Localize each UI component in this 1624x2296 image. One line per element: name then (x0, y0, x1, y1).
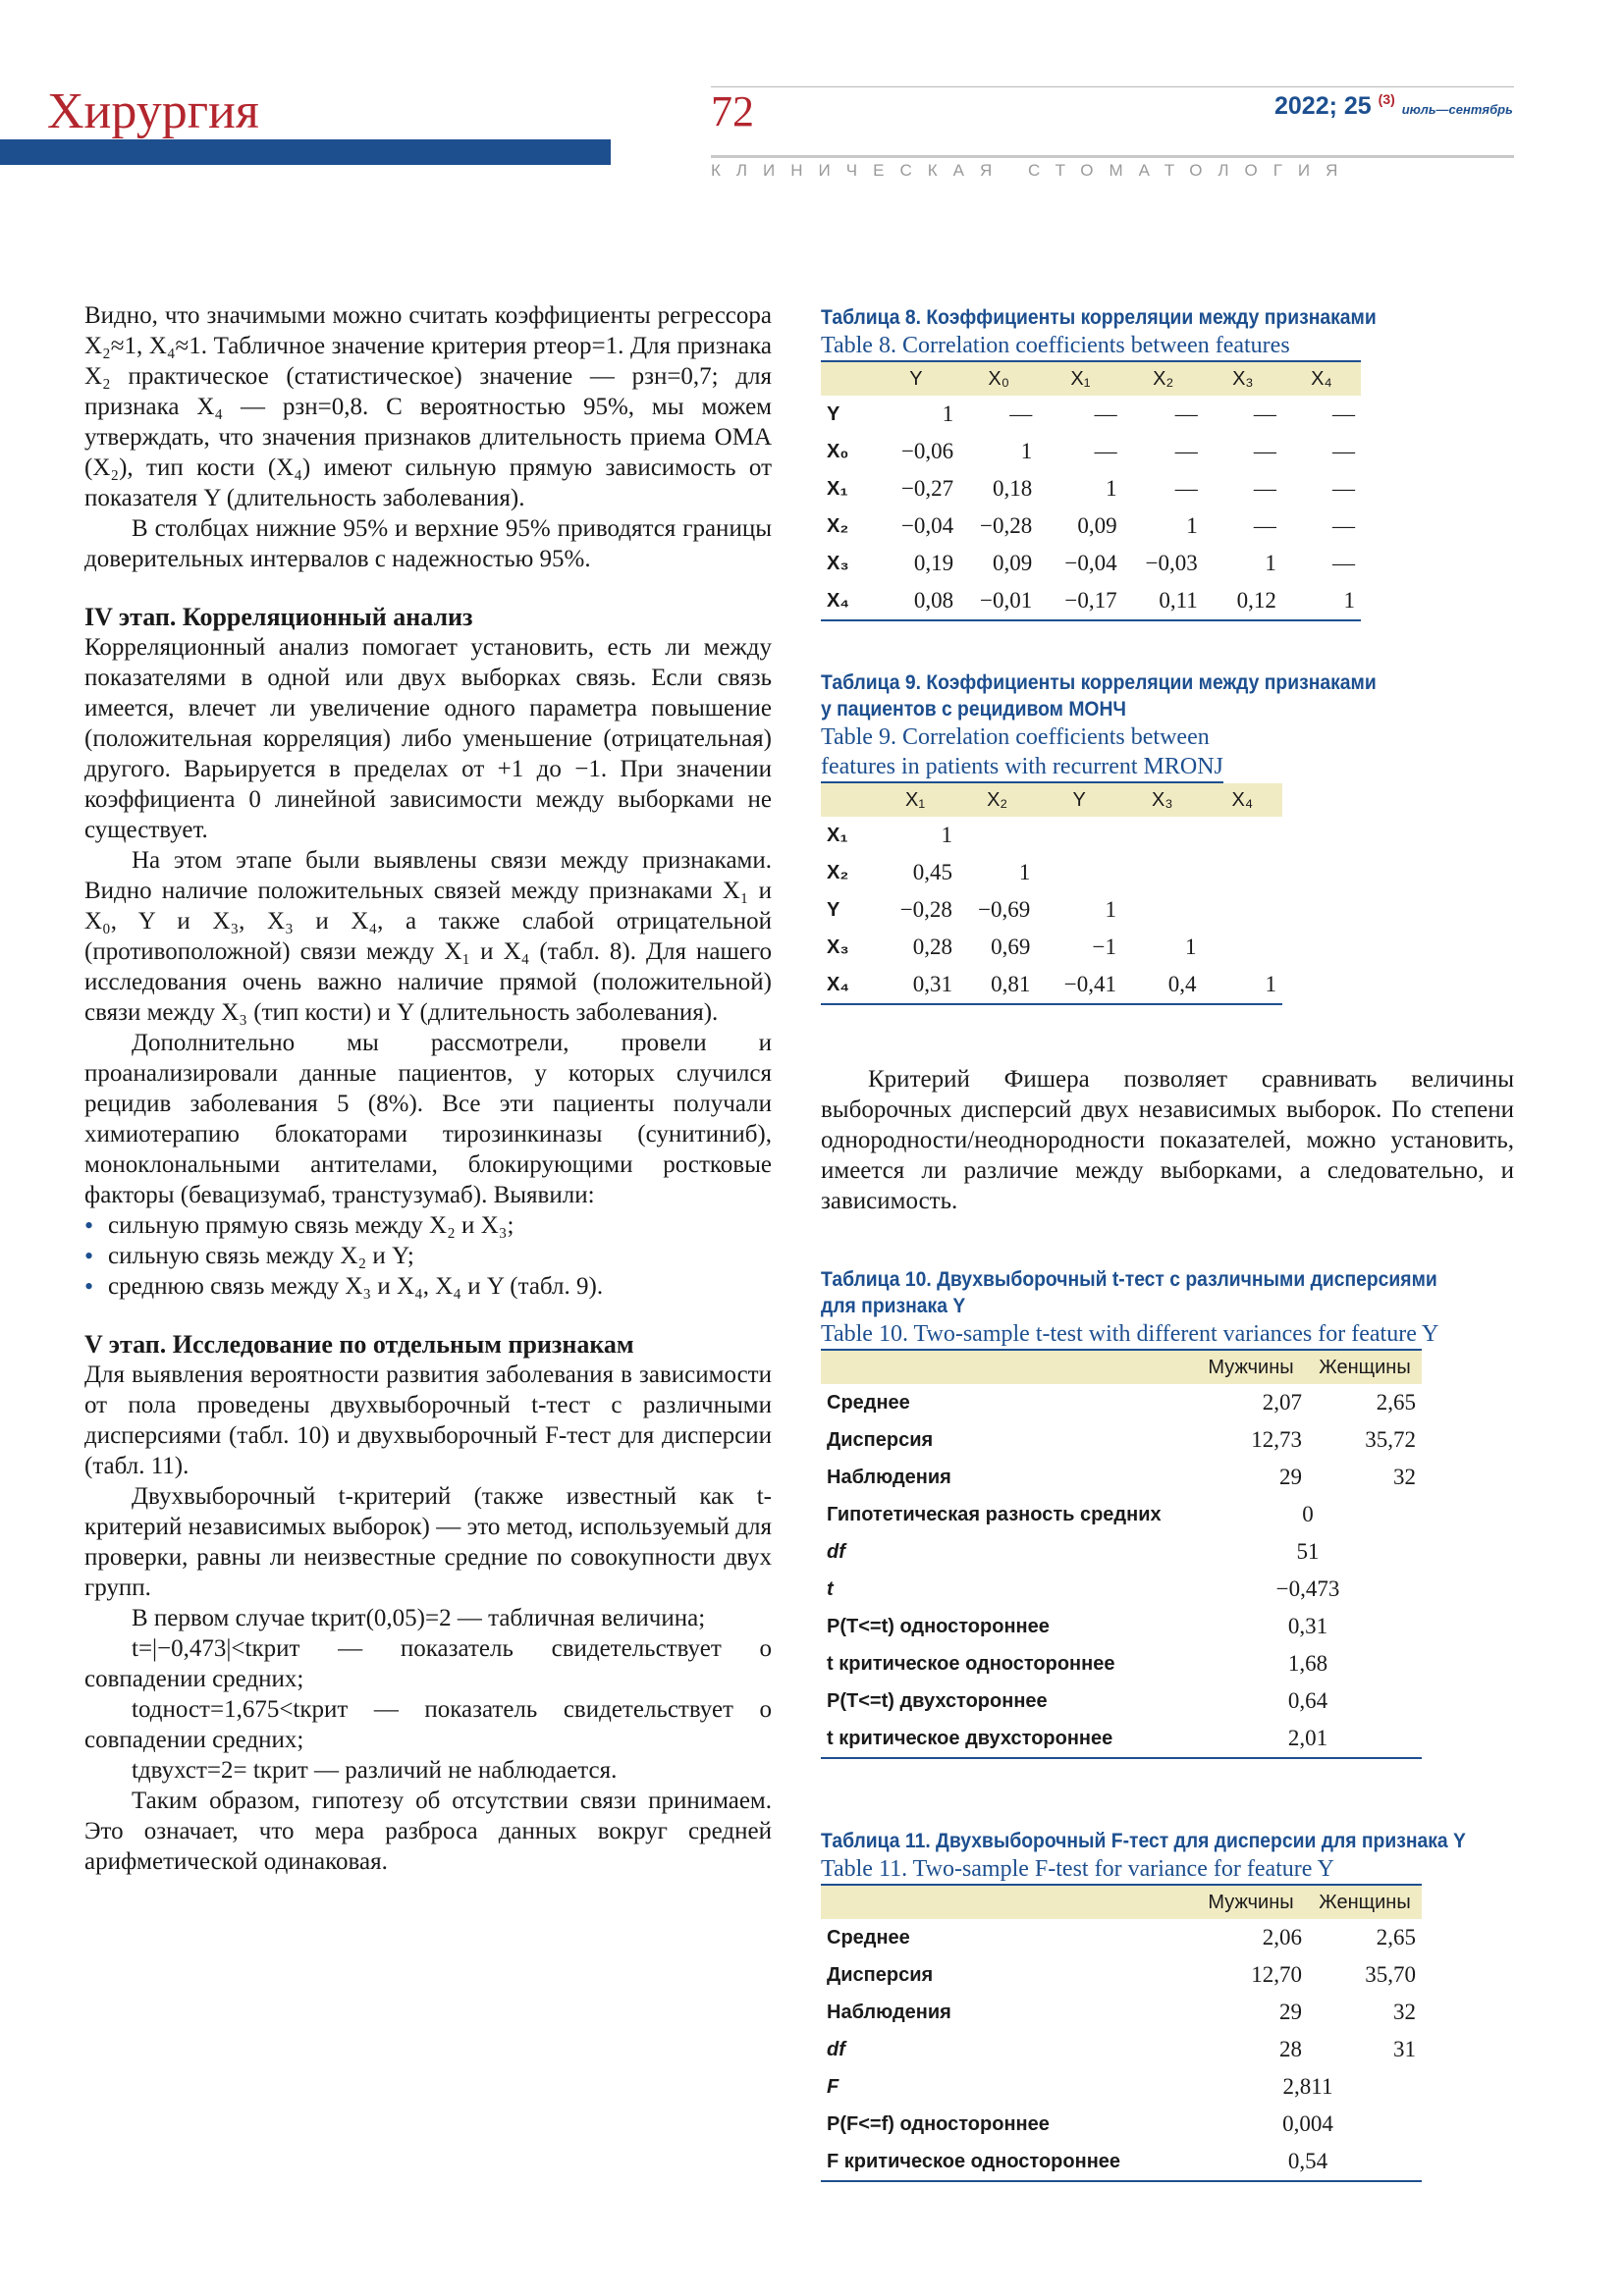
column-header (821, 1885, 1194, 1919)
column-header (821, 361, 873, 396)
table-row (821, 2143, 1422, 2181)
table-11-caption-ru: Таблица 11. Двухвыборочный F-тест для дисперсии для признака Y (821, 1830, 1466, 1852)
column-header: X₁ (872, 783, 958, 817)
section-heading-stage-4: IV этап. Корреляционный анализ (84, 603, 473, 631)
table-row (821, 891, 1282, 929)
table-cell: 35,72 (1365, 1427, 1416, 1452)
column-header: Мужчины (1194, 1350, 1308, 1384)
table-cell: — (1094, 401, 1117, 426)
section-heading-stage-5: V этап. Исследование по отдельным признакам (84, 1330, 634, 1359)
table-cell: — (1009, 401, 1033, 426)
column-header: X₀ (959, 361, 1038, 396)
paragraph: В столбцах нижние 95% и верхние 95% приводятся границы доверительных интервалов с надежностью 95%. (84, 515, 772, 572)
table-cell: −0,04 (1064, 551, 1117, 575)
table-cell: 2,65 (1376, 1925, 1416, 1949)
column-header: X₁ (1038, 361, 1122, 396)
table-cell: 1 (1265, 972, 1276, 996)
column-header: Мужчины (1194, 1885, 1308, 1919)
table-row (821, 545, 1361, 582)
table-cell: 0,08 (913, 588, 954, 613)
table-row (821, 1571, 1422, 1608)
column-header: Y (1036, 783, 1122, 817)
column-header: X₄ (1202, 783, 1282, 817)
table-10-caption-ru: Таблица 10. Двухвыборочный t-тест с различными дисперсиями (821, 1268, 1437, 1291)
table-cell: — (1094, 439, 1117, 463)
row-label: Y (827, 898, 840, 921)
row-label: Дисперсия (827, 1963, 934, 1986)
table-row (821, 396, 1361, 433)
table-cell: 0,31 (1287, 1614, 1328, 1638)
table-header-row (821, 1350, 1422, 1384)
column-header: X₃ (1204, 361, 1282, 396)
table-row (821, 582, 1361, 620)
paragraph: Видно, что значимыми можно считать коэффициенты регрессора X₂≈1, X₄≈1. Табличное значение критерия pтеор=1. Для признака X₂ практическое (статистическое) значение — pзн=0,7; для признака X₄ — pзн=0,8. С вероятностью 95%, мы можем утверждать, что значения признаков длительность приема ОМА (X₂), тип кости (X₄) имеют сильную прямую зависимость от показателя Y (длительность заболевания). (84, 302, 772, 511)
table-10 (821, 1349, 1422, 1759)
row-label: t критическое одностороннее (827, 1652, 1115, 1675)
table-cell: — (1174, 439, 1198, 463)
table-cell: — (1332, 513, 1355, 538)
table-cell: 0,28 (912, 934, 952, 959)
formula-line: tдвухст=2= tкрит — различий не наблюдается. (132, 1757, 618, 1784)
table-row (821, 507, 1361, 545)
column-header: X₂ (1123, 361, 1204, 396)
row-label: F (827, 2075, 839, 2098)
table-9-caption-en-2: features in patients with recurrent MRONJ (821, 752, 1223, 783)
table-9-caption-ru-2: у пациентов с рецидивом МОНЧ (821, 698, 1126, 721)
table-cell: −0,69 (978, 897, 1031, 922)
row-label: df (827, 2038, 845, 2060)
table-row (821, 929, 1282, 966)
row-label: X₃ (827, 935, 849, 958)
table-header-row (821, 783, 1282, 817)
table-cell: 0,64 (1287, 1688, 1328, 1713)
table-cell (958, 817, 1036, 854)
table-cell: 1 (1184, 934, 1197, 959)
row-label: X₄ (827, 589, 849, 612)
row-label: t (827, 1577, 834, 1600)
row-label: Наблюдения (827, 2001, 951, 2023)
table-row (821, 817, 1282, 854)
row-label: t критическое двухстороннее (827, 1727, 1113, 1749)
table-cell: −0,04 (900, 513, 954, 538)
table-cell: — (1332, 476, 1355, 501)
table-cell: 12,70 (1251, 1962, 1302, 1987)
left-column (84, 300, 772, 1877)
right-text (821, 1064, 1514, 1216)
row-label: df (827, 1540, 845, 1563)
column-header: Y (873, 361, 960, 396)
table-cell: −0,27 (900, 476, 954, 501)
table-row (821, 1384, 1422, 1421)
table-cell: 1 (942, 401, 954, 426)
row-label: Среднее (827, 1926, 910, 1949)
table-cell: 28 (1279, 2037, 1302, 2061)
column-header: Женщины (1308, 1350, 1422, 1384)
paragraph: Дополнительно мы рассмотрели, провели и проанализировали данные пациентов, у которых случился рецидив заболевания 5 (8%). Все эти пациенты получали химиотерапию блокаторами тирозинкиназы (сунитиниб), моноклональными антителами, блокирующими ростковые факторы (бевацизумаб, транстузумаб). Выявили: (84, 1030, 772, 1208)
table-9-caption-ru: Таблица 9. Коэффициенты корреляции между признаками (821, 671, 1377, 694)
table-cell: −0,28 (899, 897, 952, 922)
findings-list (84, 1210, 772, 1302)
row-label: Среднее (827, 1391, 910, 1414)
table-cell: — (1253, 439, 1276, 463)
table-row (821, 1645, 1422, 1682)
table-cell: 0,69 (991, 934, 1031, 959)
table-cell: 12,73 (1251, 1427, 1302, 1452)
row-label: X₂ (827, 861, 849, 883)
column-header: X₄ (1282, 361, 1361, 396)
table-8-block (821, 304, 1425, 621)
table-11-block (821, 1828, 1522, 2182)
table-row (821, 1421, 1422, 1459)
journal-name: КЛИНИЧЕСКАЯ СТОМАТОЛОГИЯ (711, 161, 1354, 180)
table-header-row (821, 1885, 1422, 1919)
table-cell: 2,07 (1262, 1390, 1302, 1415)
paragraph: Двухвыборочный t-критерий (также известный как t-критерий независимых выборок) — это метод, используемый для проверки, равны ли неизвестные средние по совокупности двух групп. (84, 1483, 772, 1601)
table-cell: 31 (1393, 2037, 1416, 2061)
table-cell: 1 (1343, 588, 1355, 613)
table-8 (821, 360, 1361, 621)
table-cell: 0,12 (1236, 588, 1276, 613)
paragraph: Критерий Фишера позволяет сравнивать величины выборочных дисперсий двух независимых выборок. По степени однородности/неоднородности показателей, можно установить, имеется ли различие между выборками, а следовательно, и зависимость. (821, 1066, 1514, 1214)
table-row (821, 2031, 1422, 2068)
table-cell: — (1332, 439, 1355, 463)
row-label: Гипотетическая разность средних (827, 1503, 1162, 1525)
table-row (821, 1919, 1422, 1956)
column-header: X₂ (958, 783, 1036, 817)
table-row (821, 2106, 1422, 2143)
table-cell (1202, 929, 1282, 966)
table-cell: 0,004 (1282, 2111, 1333, 2136)
column-header (821, 1350, 1194, 1384)
table-8-caption-en: Table 8. Correlation coefficients between features (821, 333, 1290, 358)
table-cell: 0,54 (1287, 2149, 1328, 2173)
table-cell: 0,09 (992, 551, 1033, 575)
table-cell: 2,06 (1262, 1925, 1302, 1949)
table-cell: — (1253, 513, 1276, 538)
table-cell: −0,28 (980, 513, 1033, 538)
table-row (821, 1720, 1422, 1758)
list-item: • среднюю связь между X₃ и X₄, X₄ и Y (табл. 9). (84, 1271, 772, 1302)
section-color-bar (0, 139, 611, 165)
header-top-rule (711, 86, 1514, 87)
table-cell: 0,09 (1077, 513, 1117, 538)
table-cell (1036, 854, 1122, 891)
page-number: 72 (711, 87, 754, 135)
table-row (821, 1994, 1422, 2031)
table-row (821, 1608, 1422, 1645)
table-cell (1122, 854, 1202, 891)
table-cell: 0,11 (1159, 588, 1198, 613)
paragraph: Для выявления вероятности развития заболевания в зависимости от пола проведены двухвыборочный t-тест с различными дисперсиями (табл. 10) и двухвыборочный F-тест для дисперсии (табл. 11). (84, 1362, 772, 1479)
table-cell: 0,81 (991, 972, 1031, 996)
table-9-block (821, 669, 1425, 1005)
table-cell (1122, 817, 1202, 854)
table-row (821, 966, 1282, 1004)
table-cell: — (1253, 401, 1276, 426)
row-label: P(T<=t) одностороннее (827, 1615, 1050, 1637)
table-cell: 0,18 (992, 476, 1033, 501)
table-cell: −0,01 (980, 588, 1033, 613)
row-label: X₂ (827, 514, 849, 537)
table-cell: — (1253, 476, 1276, 501)
table-cell: −0,03 (1145, 551, 1198, 575)
table-row (821, 2068, 1422, 2106)
table-cell: — (1332, 551, 1355, 575)
table-cell (1202, 817, 1282, 854)
issue-info (1274, 92, 1513, 119)
table-cell: 2,01 (1287, 1726, 1328, 1750)
table-9-caption-en: Table 9. Correlation coefficients between (821, 724, 1210, 750)
table-cell: 35,70 (1365, 1962, 1416, 1987)
table-cell: 2,65 (1376, 1390, 1416, 1415)
table-cell: −0,41 (1063, 972, 1117, 996)
table-cell: 1 (1265, 551, 1276, 575)
list-item: • сильную связь между X₂ и Y; (84, 1241, 772, 1271)
table-cell: 2,811 (1282, 2074, 1333, 2099)
table-cell: −0,473 (1275, 1576, 1340, 1601)
row-label: X₄ (827, 973, 849, 995)
table-11-caption-en: Table 11. Two-sample F-test for variance for feature Y (821, 1856, 1334, 1882)
table-row (821, 1956, 1422, 1994)
table-row (821, 470, 1361, 507)
header-rule (711, 155, 1514, 158)
row-label: Наблюдения (827, 1466, 951, 1488)
row-label: P(T<=t) двухстороннее (827, 1689, 1048, 1712)
table-11 (821, 1884, 1422, 2182)
table-cell: −0,17 (1064, 588, 1117, 613)
table-10-block (821, 1266, 1490, 1759)
table-cell: 1 (1106, 476, 1117, 501)
table-row (821, 1533, 1422, 1571)
row-label: Y (827, 402, 840, 425)
table-cell: 29 (1279, 1465, 1302, 1489)
table-cell: 1,68 (1287, 1651, 1328, 1676)
table-cell: −0,06 (900, 439, 954, 463)
table-cell: 0,45 (912, 860, 952, 884)
table-cell (1202, 891, 1282, 929)
row-label: F критическое одностороннее (827, 2150, 1121, 2172)
table-cell: 32 (1393, 2000, 1416, 2024)
table-row (821, 433, 1361, 470)
column-header: Женщины (1308, 1885, 1422, 1919)
table-cell: 0,4 (1167, 972, 1197, 996)
table-10-caption-ru-2: для признака Y (821, 1295, 966, 1317)
table-row (821, 1496, 1422, 1533)
paragraph: На этом этапе были выявлены связи между признаками. Видно наличие положительных связей между признаками X₁ и X₀, Y и X₃, X₃ и X₄, а также слабой отрицательной (противоположной) связи между X₁ и X₄ (табл. 8). Для нашего исследования очень важно наличие прямой (положительной) связи между X₃ (тип кости) и Y (длительность заболевания). (84, 847, 772, 1026)
table-cell: 0,31 (912, 972, 952, 996)
formula-line: В первом случае tкрит(0,05)=2 — табличная величина; (132, 1605, 706, 1631)
table-row (821, 1459, 1422, 1496)
table-cell: 32 (1393, 1465, 1416, 1489)
table-header-row (821, 361, 1361, 396)
row-label: X₀ (827, 440, 849, 462)
table-cell: 1 (1018, 860, 1031, 884)
table-cell (1202, 854, 1282, 891)
table-cell: 1 (941, 823, 952, 847)
row-label: X₁ (827, 824, 848, 846)
row-label: P(F<=f) одностороннее (827, 2112, 1050, 2135)
table-cell: 1 (1020, 439, 1033, 463)
row-label: X₁ (827, 477, 848, 500)
table-row (821, 854, 1282, 891)
paragraph: Таким образом, гипотезу об отсутствии связи принимаем. Это означает, что мера разброса данных вокруг средней арифметической одинаковая. (84, 1788, 772, 1875)
table-9 (821, 783, 1282, 1005)
section-title: Хирургия (47, 83, 259, 139)
table-cell: — (1174, 401, 1198, 426)
table-cell: — (1174, 476, 1198, 501)
column-header (821, 783, 872, 817)
formula-line: t=|−0,473|<tкрит — показатель свидетельствует о совпадении средних; (84, 1635, 772, 1692)
table-cell: 1 (1186, 513, 1198, 538)
table-cell: 1 (1105, 897, 1117, 922)
table-cell: 0 (1302, 1502, 1314, 1526)
table-cell: 29 (1279, 2000, 1302, 2024)
table-cell: 51 (1296, 1539, 1320, 1564)
list-item: • сильную прямую связь между X₂ и X₃; (84, 1210, 772, 1241)
row-label: Дисперсия (827, 1428, 934, 1451)
table-cell: 0,19 (913, 551, 954, 575)
issue-number: (3) (1378, 91, 1395, 107)
table-cell: — (1332, 401, 1355, 426)
table-cell (1036, 817, 1122, 854)
table-cell: −1 (1092, 934, 1117, 959)
table-8-caption-ru: Таблица 8. Коэффициенты корреляции между признаками (821, 306, 1377, 329)
issue-months: июль—сентябрь (1401, 102, 1513, 117)
row-label: X₃ (827, 552, 849, 574)
year-volume: 2022; 25 (1274, 92, 1372, 120)
paragraph: Корреляционный анализ помогает установить, есть ли между показателями в одной или двух выборках связь. Если связь имеется, влечет ли увеличение одного параметра повышение (положительная корреляция) либо уменьшение (отрицательная) другого. Варьируется в пределах от +1 до −1. При значении коэффициента 0 линейной зависимости между выборками не существует. (84, 634, 772, 843)
table-row (821, 1682, 1422, 1720)
formula-line: tодност=1,675<tкрит — показатель свидетельствует о совпадении средних; (84, 1696, 772, 1753)
table-10-caption-en: Table 10. Two-sample t-test with different variances for feature Y (821, 1321, 1439, 1347)
column-header: X₃ (1122, 783, 1202, 817)
table-cell (1122, 891, 1202, 929)
